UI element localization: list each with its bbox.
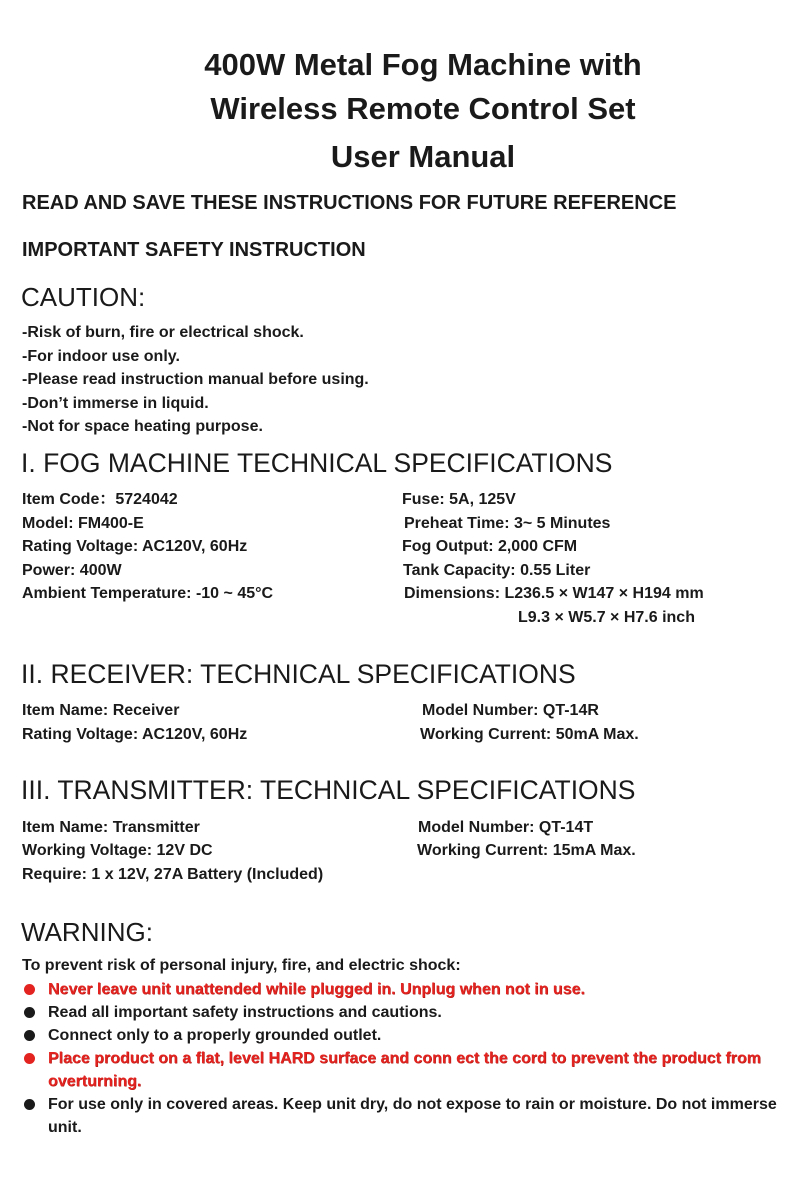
warning-item bbox=[22, 1047, 792, 1093]
bullet-icon bbox=[24, 984, 35, 995]
spec-ambient-temperature: Ambient Temperature: -10 ~ 45°C bbox=[22, 585, 274, 602]
bullet-icon bbox=[24, 1053, 35, 1064]
receiver-item-name: Item Name: Receiver bbox=[22, 702, 180, 719]
caution-item: -Risk of burn, fire or electrical shock. bbox=[22, 324, 304, 341]
warning-item-text: Read all important safety instructions and cautions. bbox=[48, 1004, 442, 1021]
transmitter-item-name: Item Name: Transmitter bbox=[22, 819, 200, 836]
read-save-heading: READ AND SAVE THESE INSTRUCTIONS FOR FUTURE REFERENCE bbox=[22, 192, 677, 214]
title-line-1: 400W Metal Fog Machine with bbox=[204, 47, 642, 82]
warning-item bbox=[22, 1093, 792, 1139]
warning-item bbox=[22, 1001, 792, 1024]
receiver-model-number: Model Number: QT-14R bbox=[422, 702, 599, 719]
caution-item: -Not for space heating purpose. bbox=[22, 418, 263, 435]
caution-item: -Please read instruction manual before using. bbox=[22, 371, 369, 388]
receiver-working-current: Working Current: 50mA Max. bbox=[420, 726, 639, 743]
receiver-rating-voltage: Rating Voltage: AC120V, 60Hz bbox=[22, 726, 248, 743]
caution-item: -For indoor use only. bbox=[22, 347, 180, 365]
warning-intro: To prevent risk of personal injury, fire, and electric shock: bbox=[22, 957, 461, 974]
warning-item bbox=[22, 1024, 792, 1047]
warning-item-text: Connect only to a properly grounded outlet. bbox=[48, 1027, 382, 1044]
warning-heading: WARNING: bbox=[21, 917, 153, 947]
spec-dimensions-inch: L9.3 × W5.7 × H7.6 inch bbox=[518, 609, 695, 626]
transmitter-working-voltage: Working Voltage: 12V DC bbox=[22, 842, 213, 859]
bullet-icon bbox=[24, 1030, 35, 1041]
caution-list bbox=[22, 321, 369, 439]
transmitter-working-current: Working Current: 15mA Max. bbox=[417, 842, 636, 859]
caution-item: -Don’t immerse in liquid. bbox=[22, 394, 209, 412]
warning-item-text: Place product on a flat, level HARD surface and conn ect the cord to prevent the product from overturning. bbox=[48, 1050, 762, 1090]
bullet-icon bbox=[24, 1099, 35, 1110]
spec-model: Model: FM400-E bbox=[22, 515, 144, 532]
safety-heading: IMPORTANT SAFETY INSTRUCTION bbox=[22, 239, 366, 261]
spec-power: Power: 400W bbox=[22, 562, 122, 579]
spec-item-code: Item Code：5724042 bbox=[22, 491, 178, 508]
title-line-2: Wireless Remote Control Set bbox=[210, 91, 636, 126]
title-line-3: User Manual bbox=[330, 139, 516, 174]
transmitter-specs-heading: III. TRANSMITTER: TECHNICAL SPECIFICATIONS bbox=[21, 775, 636, 805]
caution-heading: CAUTION: bbox=[21, 282, 146, 312]
spec-dimensions-mm: Dimensions: L236.5 × W147 × H194 mm bbox=[404, 585, 704, 602]
spec-tank-capacity: Tank Capacity: 0.55 Liter bbox=[403, 562, 591, 579]
warning-item-text: Never leave unit unattended while plugged in. Unplug when not in use. bbox=[48, 981, 585, 998]
spec-preheat-time: Preheat Time: 3~ 5 Minutes bbox=[404, 515, 611, 532]
warning-item bbox=[22, 978, 792, 1001]
receiver-specs-heading: II. RECEIVER: TECHNICAL SPECIFICATIONS bbox=[21, 659, 576, 689]
warning-item-text: For use only in covered areas. Keep unit dry, do not expose to rain or moisture. Do not immerse unit. bbox=[48, 1096, 777, 1136]
bullet-icon bbox=[24, 1007, 35, 1018]
spec-fuse: Fuse: 5A, 125V bbox=[402, 491, 516, 508]
transmitter-battery: Require: 1 x 12V, 27A Battery (Included) bbox=[22, 866, 324, 883]
spec-rating-voltage: Rating Voltage: AC120V, 60Hz bbox=[22, 538, 248, 555]
warning-list bbox=[22, 978, 792, 1139]
fog-specs-heading: I. FOG MACHINE TECHNICAL SPECIFICATIONS bbox=[21, 448, 613, 478]
spec-fog-output: Fog Output: 2,000 CFM bbox=[402, 538, 578, 555]
transmitter-model-number: Model Number: QT-14T bbox=[418, 819, 594, 836]
